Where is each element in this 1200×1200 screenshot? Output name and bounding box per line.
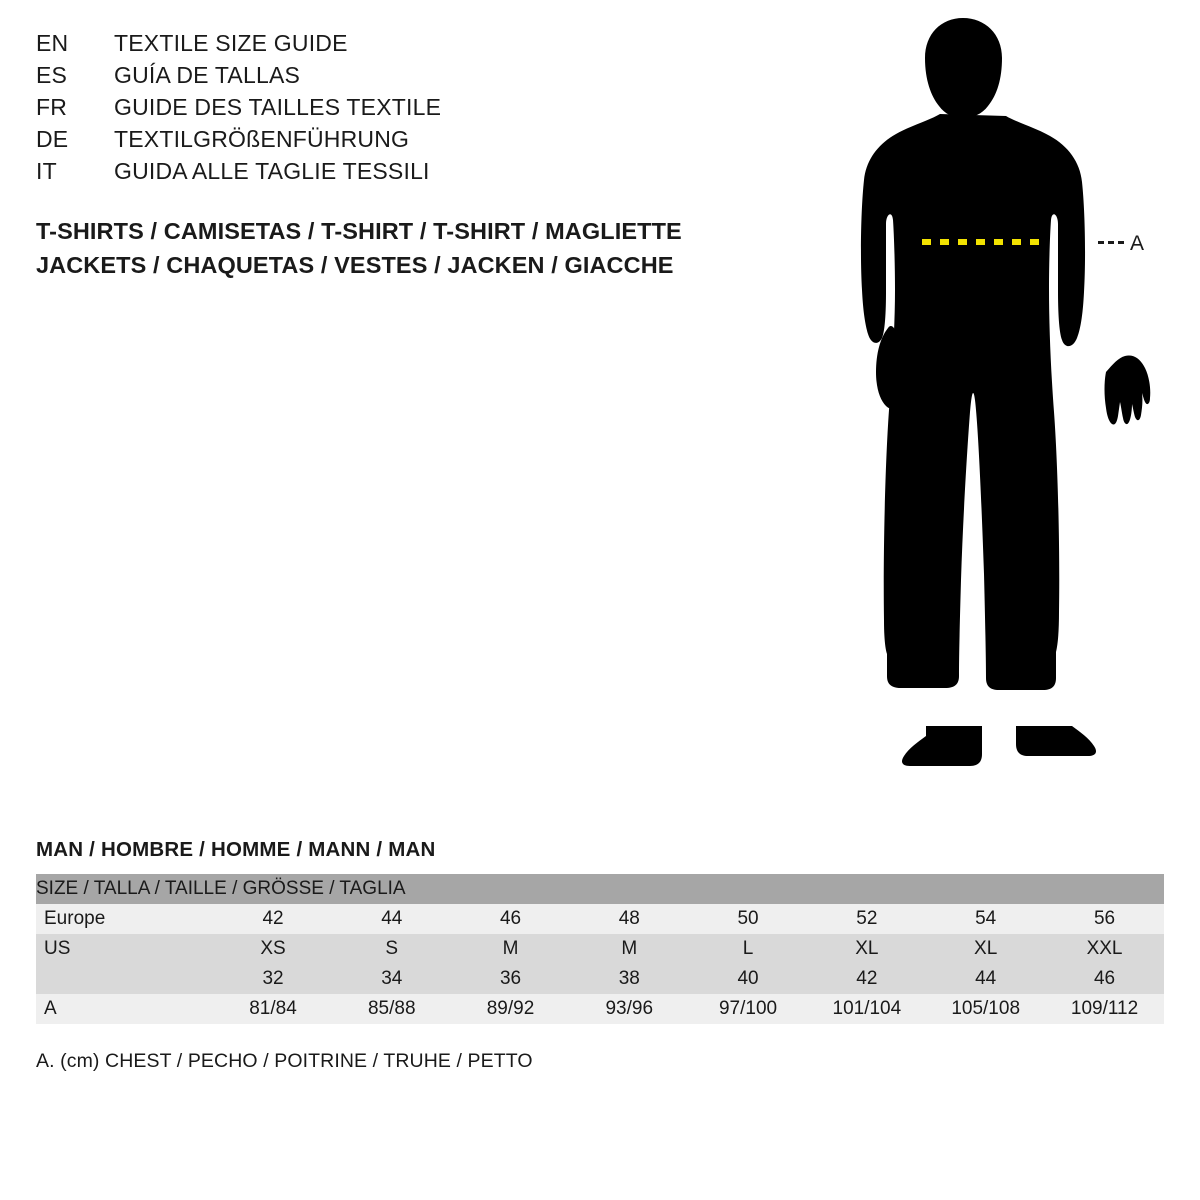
cell-europe-2: 46 <box>451 904 570 934</box>
table-title: MAN / HOMBRE / HOMME / MANN / MAN <box>36 838 436 861</box>
table-row <box>36 934 1164 964</box>
language-text: TEXTILGRÖßENFÜHRUNG <box>114 126 410 152</box>
language-text: TEXTILE SIZE GUIDE <box>114 30 348 56</box>
cell-us-1: S <box>332 934 451 964</box>
table-footnote: A. (cm) CHEST / PECHO / POITRINE / TRUHE / PETTO <box>36 1050 533 1072</box>
cell-us-5: XL <box>807 934 926 964</box>
size-table-section <box>36 838 1164 1073</box>
cell-a-0: 81/84 <box>214 994 333 1024</box>
cell-europe-5: 52 <box>807 904 926 934</box>
cell-europe-7: 56 <box>1045 904 1164 934</box>
cell-numeric-1: 34 <box>332 964 451 994</box>
category-jackets: JACKETS / CHAQUETAS / VESTES / JACKEN / GIACCHE <box>36 252 674 278</box>
cell-a-4: 97/100 <box>689 994 808 1024</box>
cell-europe-0: 42 <box>214 904 333 934</box>
language-row <box>36 158 796 190</box>
language-code: EN <box>36 30 69 56</box>
language-text: GUIDA ALLE TAGLIE TESSILI <box>114 158 430 184</box>
cell-europe-1: 44 <box>332 904 451 934</box>
row-label-europe: Europe <box>36 904 214 934</box>
category-tshirts: T-SHIRTS / CAMISETAS / T-SHIRT / T-SHIRT / MAGLIETTE <box>36 218 682 244</box>
cell-europe-6: 54 <box>926 904 1045 934</box>
measure-label-a: A <box>1130 232 1145 255</box>
cell-numeric-6: 44 <box>926 964 1045 994</box>
language-text: GUÍA DE TALLAS <box>114 62 301 88</box>
table-row <box>36 994 1164 1024</box>
language-code: DE <box>36 126 69 152</box>
cell-us-0: XS <box>214 934 333 964</box>
cell-numeric-7: 46 <box>1045 964 1164 994</box>
cell-europe-4: 50 <box>689 904 808 934</box>
table-row <box>36 964 1164 994</box>
cell-us-7: XXL <box>1045 934 1164 964</box>
table-header-label: SIZE / TALLA / TAILLE / GRÖSSE / TAGLIA <box>36 874 1164 904</box>
language-row <box>36 126 796 158</box>
language-code: FR <box>36 94 68 120</box>
cell-a-7: 109/112 <box>1045 994 1164 1024</box>
row-label-numeric <box>36 964 214 994</box>
language-code: IT <box>36 158 57 184</box>
size-table <box>36 874 1164 1024</box>
cell-a-2: 89/92 <box>451 994 570 1024</box>
language-row <box>36 94 796 126</box>
language-row <box>36 30 796 62</box>
table-row <box>36 904 1164 934</box>
cell-numeric-4: 40 <box>689 964 808 994</box>
male-silhouette-icon <box>830 10 1170 790</box>
language-row <box>36 62 796 94</box>
language-code: ES <box>36 62 68 88</box>
cell-numeric-2: 36 <box>451 964 570 994</box>
cell-us-3: M <box>570 934 689 964</box>
row-label-us: US <box>36 934 214 964</box>
cell-us-6: XL <box>926 934 1045 964</box>
garment-categories <box>36 218 682 286</box>
cell-europe-3: 48 <box>570 904 689 934</box>
cell-us-2: M <box>451 934 570 964</box>
cell-a-6: 105/108 <box>926 994 1045 1024</box>
cell-a-3: 93/96 <box>570 994 689 1024</box>
cell-a-5: 101/104 <box>807 994 926 1024</box>
body-silhouette-figure <box>830 10 1170 790</box>
cell-numeric-5: 42 <box>807 964 926 994</box>
cell-numeric-0: 32 <box>214 964 333 994</box>
cell-a-1: 85/88 <box>332 994 451 1024</box>
language-text: GUIDE DES TAILLES TEXTILE <box>114 94 442 120</box>
measure-leader-line <box>1098 241 1124 244</box>
table-header-row <box>36 874 1164 904</box>
row-label-a: A <box>36 994 214 1024</box>
cell-us-4: L <box>689 934 808 964</box>
language-list <box>36 30 796 190</box>
cell-numeric-3: 38 <box>570 964 689 994</box>
